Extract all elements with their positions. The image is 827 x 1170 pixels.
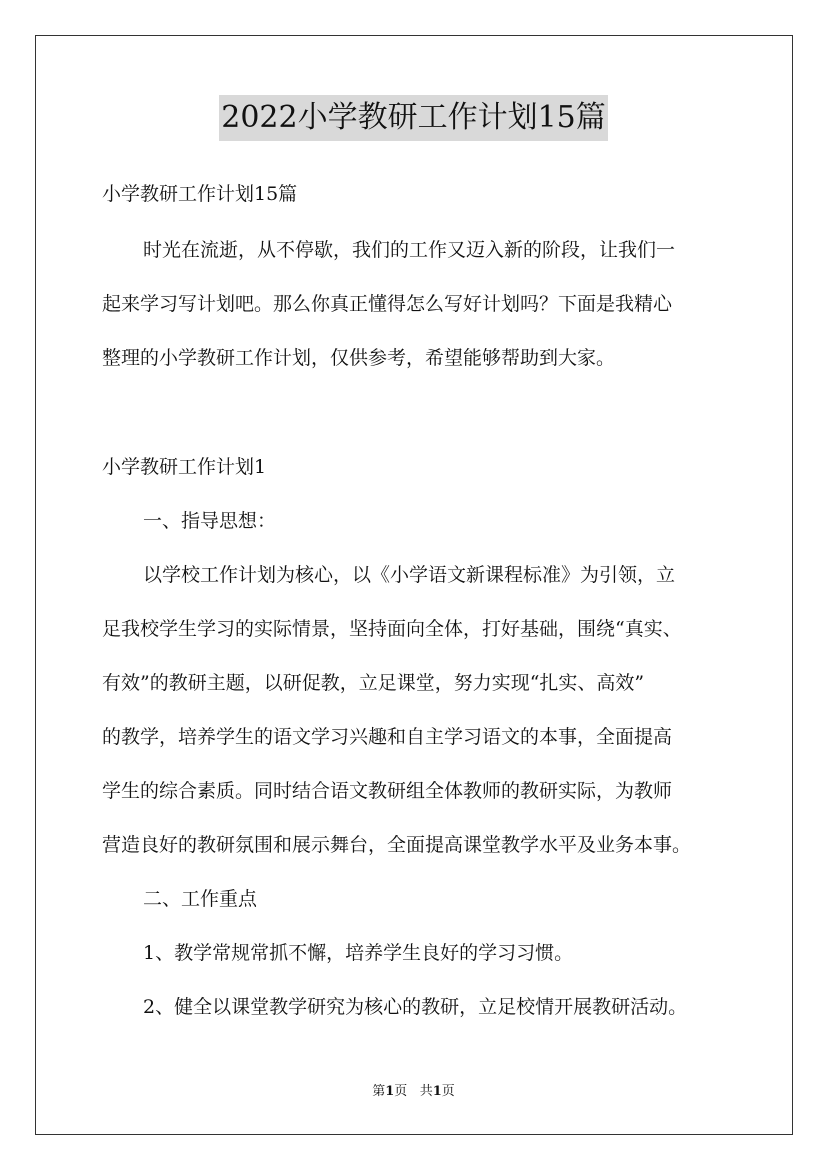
- part1-line-2: 足我校学生学习的实际情景，坚持面向全体，打好基础，围绕“真实、: [102, 618, 682, 640]
- intro-line-3: 整理的小学教研工作计划，仅供参考，希望能够帮助到大家。: [102, 347, 616, 369]
- part1-line-1: 以学校工作计划为核心，以《小学语文新课程标准》为引领，立: [143, 564, 676, 586]
- part1-line-3: 有效”的教研主题，以研促教，立足课堂，努力实现“扎实、高效”: [102, 672, 645, 694]
- page-label-suffix: 页: [394, 1084, 408, 1099]
- page-footer: [0, 1084, 827, 1100]
- part1-line-5: 学生的综合素质。同时结合语文教研组全体教师的教研实际，为教师: [102, 780, 673, 802]
- part2-heading: 二、工作重点: [143, 888, 258, 910]
- total-suffix: 页: [441, 1084, 455, 1099]
- page-number: 1: [385, 1084, 395, 1099]
- intro-line-1: 时光在流逝，从不停歇，我们的工作又迈入新的阶段，让我们一: [143, 239, 676, 261]
- page-label-prefix: 第: [372, 1084, 386, 1099]
- title-container: [0, 95, 827, 141]
- part1-heading: 一、指导思想：: [143, 510, 277, 532]
- document-subtitle: 小学教研工作计划15篇: [102, 183, 298, 205]
- part2-item-1: 1、教学常规常抓不懈，培养学生良好的学习习惯。: [143, 942, 574, 964]
- part1-line-4: 的教学，培养学生的语文学习兴趣和自主学习语文的本事，全面提高: [102, 726, 673, 748]
- total-pages: 1: [432, 1084, 442, 1099]
- document-title: 2022小学教研工作计划15篇: [219, 95, 608, 141]
- part1-line-6: 营造良好的教研氛围和展示舞台，全面提高课堂教学水平及业务本事。: [102, 834, 692, 856]
- part2-item-2: 2、健全以课堂教学研究为核心的教研，立足校情开展教研活动。: [143, 996, 688, 1018]
- section-heading: 小学教研工作计划1: [102, 456, 267, 478]
- intro-line-2: 起来学习写计划吧。那么你真正懂得怎么写好计划吗？下面是我精心: [102, 293, 673, 315]
- total-prefix: 共: [419, 1084, 433, 1099]
